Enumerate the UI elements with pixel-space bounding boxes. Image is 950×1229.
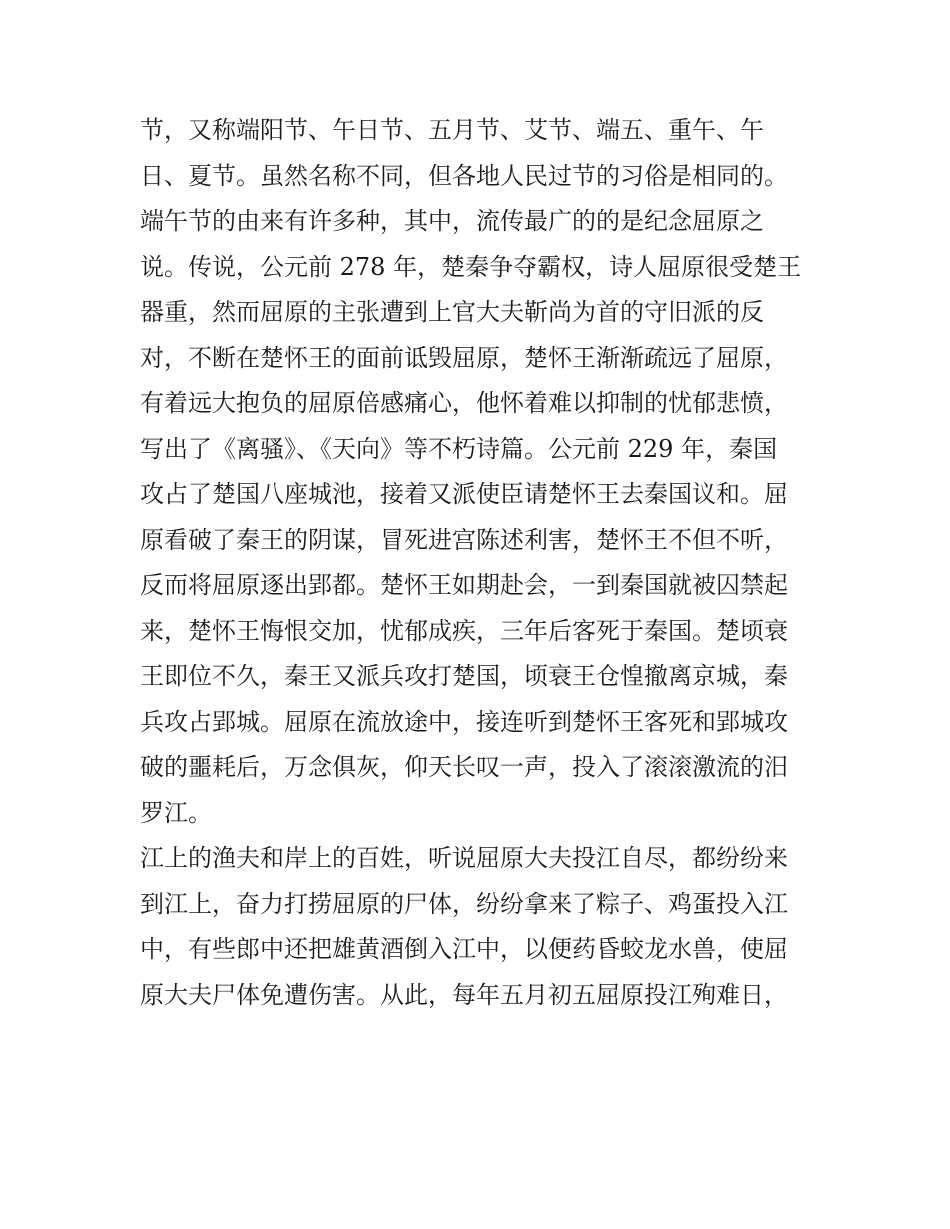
text-line: 攻占了楚国八座城池，接着又派使臣请楚怀王去秦国议和。屈	[140, 480, 788, 508]
text-line: 原看破了秦王的阴谋，冒死进宫陈述利害，楚怀王不但不听，	[140, 525, 788, 554]
text-line: 反而将屈原逐出郢都。楚怀王如期赴会，一到秦国就被囚禁起	[140, 571, 788, 599]
text-line: 原大夫尸体免遭伤害。从此，每年五月初五屈原投江殉难日，	[140, 980, 788, 1009]
text-line: 日、夏节。虽然名称不同，但各地人民过节的习俗是相同的。	[140, 161, 788, 190]
text-line: 说。传说，公元前 278 年，楚秦争夺霸权，诗人屈原很受楚王	[140, 252, 802, 281]
text-line: 端午节的由来有许多种，其中，流传最广的的是纪念屈原之	[140, 207, 764, 235]
text-line: 到江上，奋力打捞屈原的尸体，纷纷拿来了粽子、鸡蛋投入江	[140, 889, 788, 918]
text-line: 节，又称端阳节、午日节、五月节、艾节、端五、重午、午	[140, 116, 764, 144]
text-line: 中，有些郎中还把雄黄酒倒入江中，以便药昏蛟龙水兽，使屈	[140, 935, 788, 963]
text-line: 王即位不久，秦王又派兵攻打楚国，顷衰王仓惶撤离京城，秦	[140, 662, 788, 690]
body-text	[140, 108, 820, 1018]
text-line: 器重，然而屈原的主张遭到上官大夫靳尚为首的守旧派的反	[140, 298, 764, 326]
text-line: 来，楚怀王悔恨交加，忧郁成疾，三年后客死于秦国。楚顷衰	[140, 616, 788, 645]
text-line: 破的噩耗后，万念俱灰，仰天长叹一声，投入了滚滚激流的汨	[140, 753, 788, 781]
text-line: 罗江。	[140, 798, 212, 827]
text-line: 写出了《离骚》、《天向》等不朽诗篇。公元前 229 年，秦国	[140, 434, 778, 463]
text-line: 有着远大抱负的屈原倍感痛心，他怀着难以抑制的忧郁悲愤，	[140, 389, 788, 417]
text-line: 兵攻占郢城。屈原在流放途中，接连听到楚怀王客死和郢城攻	[140, 707, 788, 736]
text-line: 对，不断在楚怀王的面前诋毁屈原，楚怀王渐渐疏远了屈原，	[140, 343, 788, 372]
text-line: 江上的渔夫和岸上的百姓，听说屈原大夫投江自尽，都纷纷来	[140, 844, 788, 872]
